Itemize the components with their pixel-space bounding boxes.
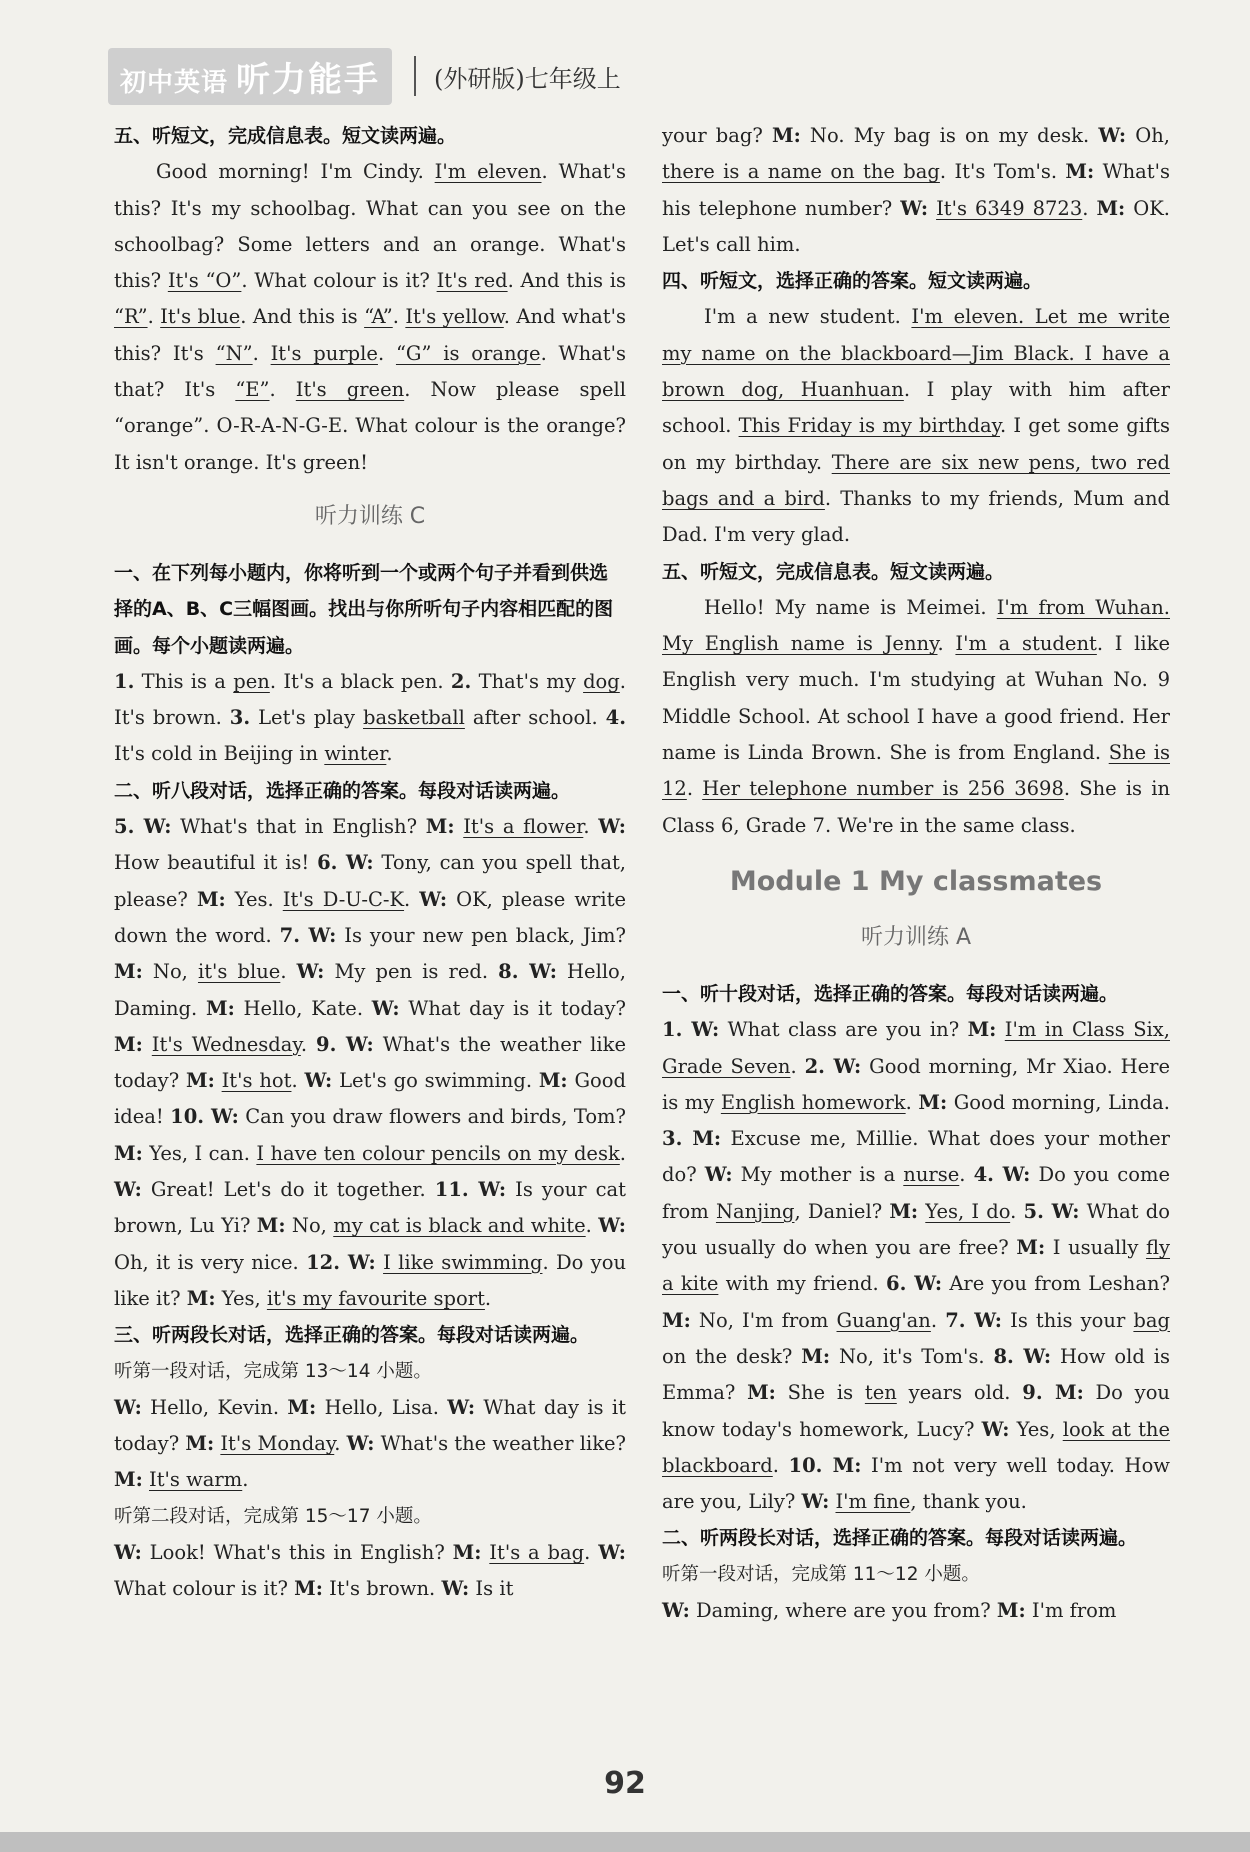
page-header [108, 52, 621, 100]
page-number: 92 [604, 1766, 646, 1801]
section-title: 三、听两段长对话，选择正确的答案。每段对话读两遍。 [114, 1324, 590, 1347]
series-logo [108, 48, 392, 105]
section-title: 五、听短文，完成信息表。短文读两遍。 [114, 125, 457, 147]
section-title: 二、听八段对话，选择正确的答案。每段对话读两遍。 [114, 779, 571, 802]
dialogue-module-1: W: Daming, where are you from? M: I'm from [662, 1598, 1117, 1622]
passage-cindy: Good morning! I'm Cindy. I'm eleven. What's this? It's my schoolbag. What can you see on the schoolbag? Some letters and an orange. What's this? It's “O”. What colour is it? It's red. And this is “R”. It's blue. And this is “A”. It's yellow. And what's this? It's “N”. It's purple. “G” is orange. What's that? It's “E”. It's green. Now please spell “orange”. O-R-A-N-G-E. What colour is the orange? It isn't orange. It's green! [114, 160, 627, 474]
header-divider [414, 56, 416, 96]
passage-jim: I'm a new student. I'm eleven. Let me write my name on the blackboard—Jim Black. I have a brown dog, Huanhuan. I play with him after school. This Friday is my birthday. I get some gifts on my birthday. There are six new pens, two red bags and a bird. Thanks to my friends, Mum and Dad. I'm very glad. [662, 305, 1170, 547]
section-title: 四、听短文，选择正确的答案。短文读两遍。 [662, 270, 1043, 293]
dialogue-instruction: 听第一段对话，完成第 11～12 小题。 [662, 1563, 980, 1585]
exercise-title-c: 听力训练 C [314, 503, 426, 529]
bottom-strip [0, 1832, 1250, 1852]
dialogue-instruction: 听第一段对话，完成第 13～14 小题。 [114, 1360, 432, 1382]
transcript-part-2: 5. W: What's that in English? M: It's a flower. W: How beautiful it is! 6. W: Tony, can you spell that, please? M: Yes. It's D-U-C-K. W: OK, please write down the word. 7. W: Is your new pen black, Jim? M: No, it's blue. W: My pen is red. 8. W: Hello, Daming. M: Hello, Kate. W: What day is it today? M: It's Wednesday. 9. W: What's the weather like today? M: It's hot. W: Let's go swimming. M: Good idea! 10. W: Can you draw flowers and birds, Tom? M: Yes, I can. I have ten colour pencils on my desk. W: Great! Let's do it together. 11. W: Is your cat brown, Lu Yi? M: No, my cat is black and white. W: Oh, it is very nice. 12. W: I like swimming. Do you like it? M: Yes, it's my favourite sport. [114, 815, 627, 1310]
passage-meimei: Hello! My name is Meimei. I'm from Wuhan. My English name is Jenny. I'm a student. I like English very much. I'm studying at Wuhan No. 9 Middle School. At school I have a good friend. Her name is Linda Brown. She is from England. She is 12. Her telephone number is 256 3698. She is in Class 6, Grade 7. We're in the same class. [662, 595, 1171, 837]
dialogue-2: W: Look! What's this in English? M: It's a bag. W: What colour is it? M: It's brown. W: Is it [114, 1540, 626, 1601]
series-name: 初中英语 [120, 67, 229, 98]
dialogue-instruction: 听第二段对话，完成第 15～17 小题。 [114, 1505, 432, 1527]
module-title: Module 1 My classmates [729, 865, 1103, 897]
section-title: 五、听短文，完成信息表。短文读两遍。 [662, 560, 1005, 583]
dialogue-1: W: Hello, Kevin. M: Hello, Lisa. W: What day is it today? M: It's Monday. W: What's the weather like? M: It's warm. [114, 1395, 627, 1492]
section-title: 一、在下列每小题内，你将听到一个或两个句子并看到供选择的A、B、C三幅图画。找出与你所听句子内容相匹配的图画。每个小题读两遍。 [114, 561, 614, 657]
section-title: 二、听两段长对话，选择正确的答案。每段对话读两遍。 [662, 1527, 1138, 1550]
edition-label: (外研版)七年级上 [434, 64, 621, 93]
left-column [114, 118, 626, 1608]
brand-name: 听力能手 [236, 59, 381, 100]
transcript-part-1: 1. This is a pen. It's a black pen. 2. That's my dog. It's brown. 3. Let's play basketball after school. 4. It's cold in Beijing in winter. [114, 669, 626, 766]
section-title: 一、听十段对话，选择正确的答案。每段对话读两遍。 [662, 982, 1119, 1005]
transcript-module-part-1: 1. W: What class are you in? M: I'm in Class Six, Grade Seven. 2. W: Good morning, Mr Xiao. Here is my English homework. M: Good morning, Linda. 3. M: Excuse me, Millie. What does your mother do? W: My mother is a nurse. 4. W: Do you come from Nanjing, Daniel? M: Yes, I do. 5. W: What do you usually do when you are free? M: I usually fly a kite with my friend. 6. W: Are you from Leshan? M: No, I'm from Guang'an. 7. W: Is this your bag on the desk? M: No, it's Tom's. 8. W: How old is Emma? M: She is ten years old. 9. M: Do you know today's homework, Lucy? W: Yes, look at the blackboard. 10. M: I'm not very well today. How are you, Lily? W: I'm fine, thank you. [662, 1018, 1171, 1514]
dialogue-2-continued: your bag? M: No. My bag is on my desk. W: Oh, there is a name on the bag. It's Tom's. M: What's his telephone number? W: It's 6349 8723. M: OK. Let's call him. [662, 124, 1171, 256]
right-column [662, 118, 1170, 1629]
exercise-title-a: 听力训练 A [860, 924, 972, 950]
